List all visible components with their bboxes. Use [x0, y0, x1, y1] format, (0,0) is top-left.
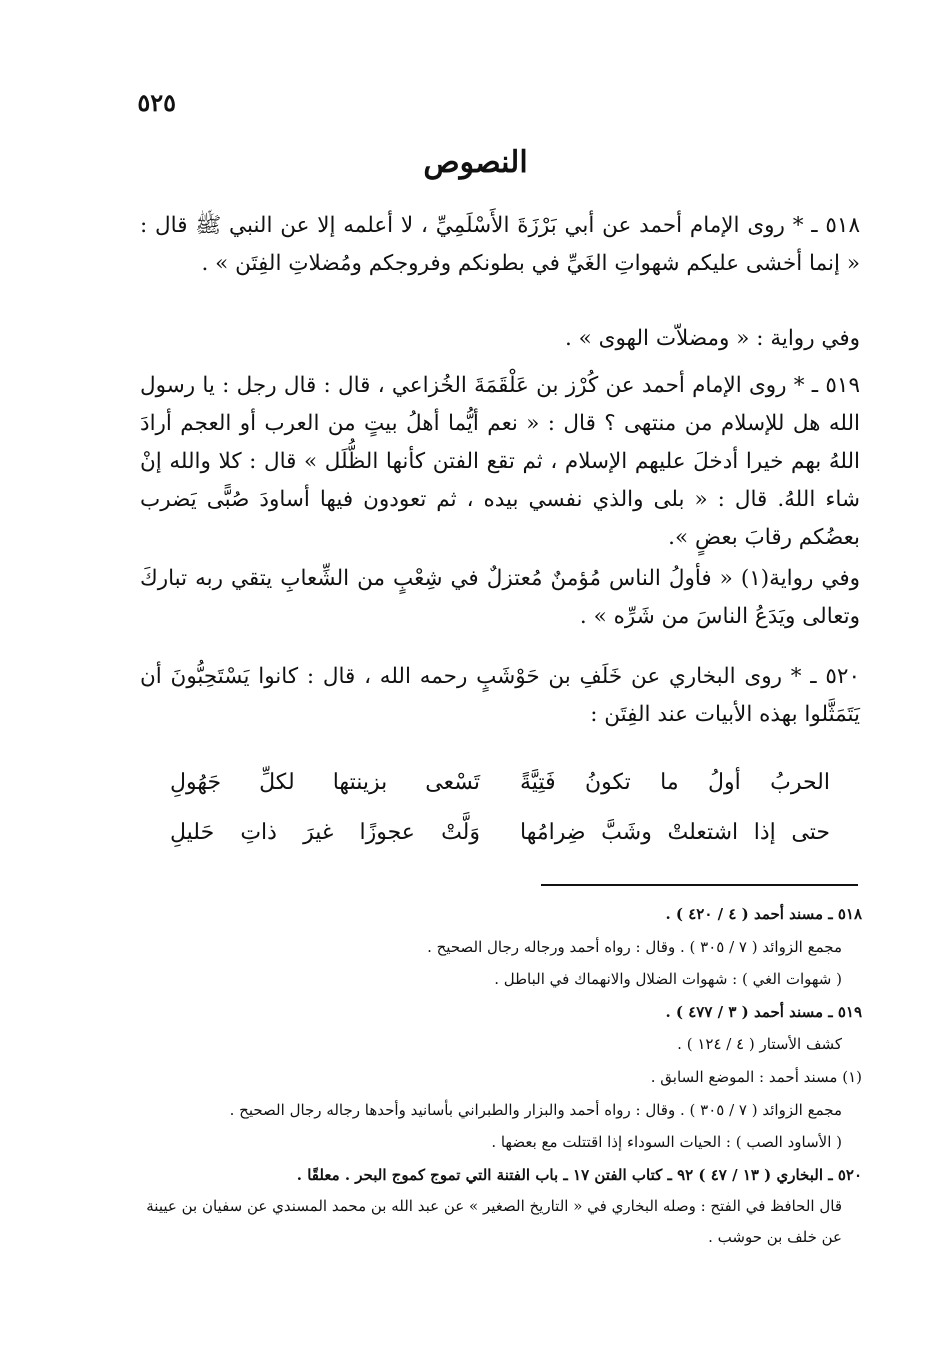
- poem-verse: [170, 808, 830, 858]
- section-title: النصوص: [423, 145, 528, 180]
- footnote: مجمع الزوائد ( ٧ / ٣٠٥ ) . وقال : رواه أحمد ورجاله رجال الصحيح .: [427, 937, 842, 956]
- footnote-divider: [541, 884, 858, 886]
- footnote: (١) مسند أحمد : الموضع السابق .: [650, 1067, 862, 1086]
- poem-hemistich: وَلَّتْ عجوزًا غيرَ ذاتِ حَليلِ: [170, 820, 480, 845]
- paragraph-text: ٥١٩ ـ * روى الإمام أحمد عن كُرْز بن عَلْقَمَةَ الخُزاعي ، قال : قال رجل : يا رسول الله هل للإسلام من منتهى ؟ قال : « نعم أيُّما أهلُ بيتٍ من العرب أو العجم أرادَ اللهُ بهم خيرا أدخلَ عليهم الإسلام ، ثم تقع الفتن كأنها الظُّلَل » قال : كلا والله إنْ شاء اللهُ. قال : « بلى والذي نفسي بيده ، ثم تعودون فيها أساودَ صُبًّى يَضرب بعضُكم رقابَ بعضٍ ».: [140, 373, 860, 550]
- footnote: قال الحافظ في الفتح : وصله البخاري في « التاريخ الصغير » عن عبد الله بن محمد المسندي عن سفيان بن عيينة عن خلف بن حوشب .: [146, 1197, 842, 1247]
- poem-verse: [170, 758, 830, 808]
- footnotes: [140, 898, 862, 1253]
- paragraph-519: [140, 367, 860, 557]
- footnote: ٥١٨ ـ مسند أحمد ( ٤ / ٤٢٠ ) .: [665, 905, 862, 923]
- paragraph-text: ٥١٨ ـ * روى الإمام أحمد عن أبي بَرْزَةَ الأَسْلَمِيِّ ، لا أعلمه إلا عن النبي ﷺ قال : « إنما أخشى عليكم شهواتِ الغَيِّ في بطونكم وفروجكم ومُضلاتِ الفِتَن » .: [140, 213, 860, 276]
- page-number: ٥٢٥: [137, 88, 176, 117]
- poem-hemistich: الحربُ أولُ ما تكونُ فَتِيَّةً: [520, 770, 830, 795]
- paragraph-519-variant: [140, 560, 860, 636]
- paragraph-text: ٥٢٠ ـ * روى البخاري عن خَلَفِ بن حَوْشَبٍ رحمه الله ، قال : كانوا يَسْتَحِبُّونَ أن يَتَمَثَّلوا بهذه الأبيات عند الفِتَن :: [140, 664, 860, 727]
- footnote: كشف الأستار ( ٤ / ١٢٤ ) .: [677, 1035, 842, 1054]
- poem-hemistich: حتى إذا اشتعلتْ وشَبَّ ضِرامُها: [520, 820, 830, 845]
- footnote: مجمع الزوائد ( ٧ / ٣٠٥ ) . وقال : رواه أحمد والبزار والطبراني بأسانيد وأحدها رجاله رجال الصحيح .: [229, 1100, 842, 1119]
- footnote: ٥١٩ ـ مسند أحمد ( ٣ / ٤٧٧ ) .: [665, 1002, 862, 1021]
- paragraph-518-variant: [140, 320, 860, 358]
- poem: [170, 758, 830, 858]
- poem-hemistich: تَسْعى بزينتها لكلِّ جَهُولِ: [170, 770, 480, 795]
- paragraph-text: وفي رواية(١) « فأولُ الناس مُؤمنٌ مُعتزلٌ في شِعْبٍ من الشِّعابِ يتقي ربه تباركَ وتعالى ويَدَعُ الناسَ من شَرِّه » .: [140, 566, 860, 629]
- footnote: ٥٢٠ ـ البخاري ( ١٣ / ٤٧ ) ٩٢ ـ كتاب الفتن ١٧ ـ باب الفتنة التي تموج كموج البحر . معلقًا .: [296, 1165, 862, 1184]
- footnote: ( شهوات الغي ) : شهوات الضلال والانهماك في الباطل .: [494, 970, 842, 989]
- footnote: ( الأساود الصب ) : الحيات السوداء إذا اقتتلت مع بعضها .: [491, 1133, 842, 1152]
- paragraph-text: وفي رواية : « ومضلاّت الهوى » .: [564, 326, 860, 351]
- paragraph-520: [140, 658, 860, 734]
- paragraph-518: [140, 207, 860, 283]
